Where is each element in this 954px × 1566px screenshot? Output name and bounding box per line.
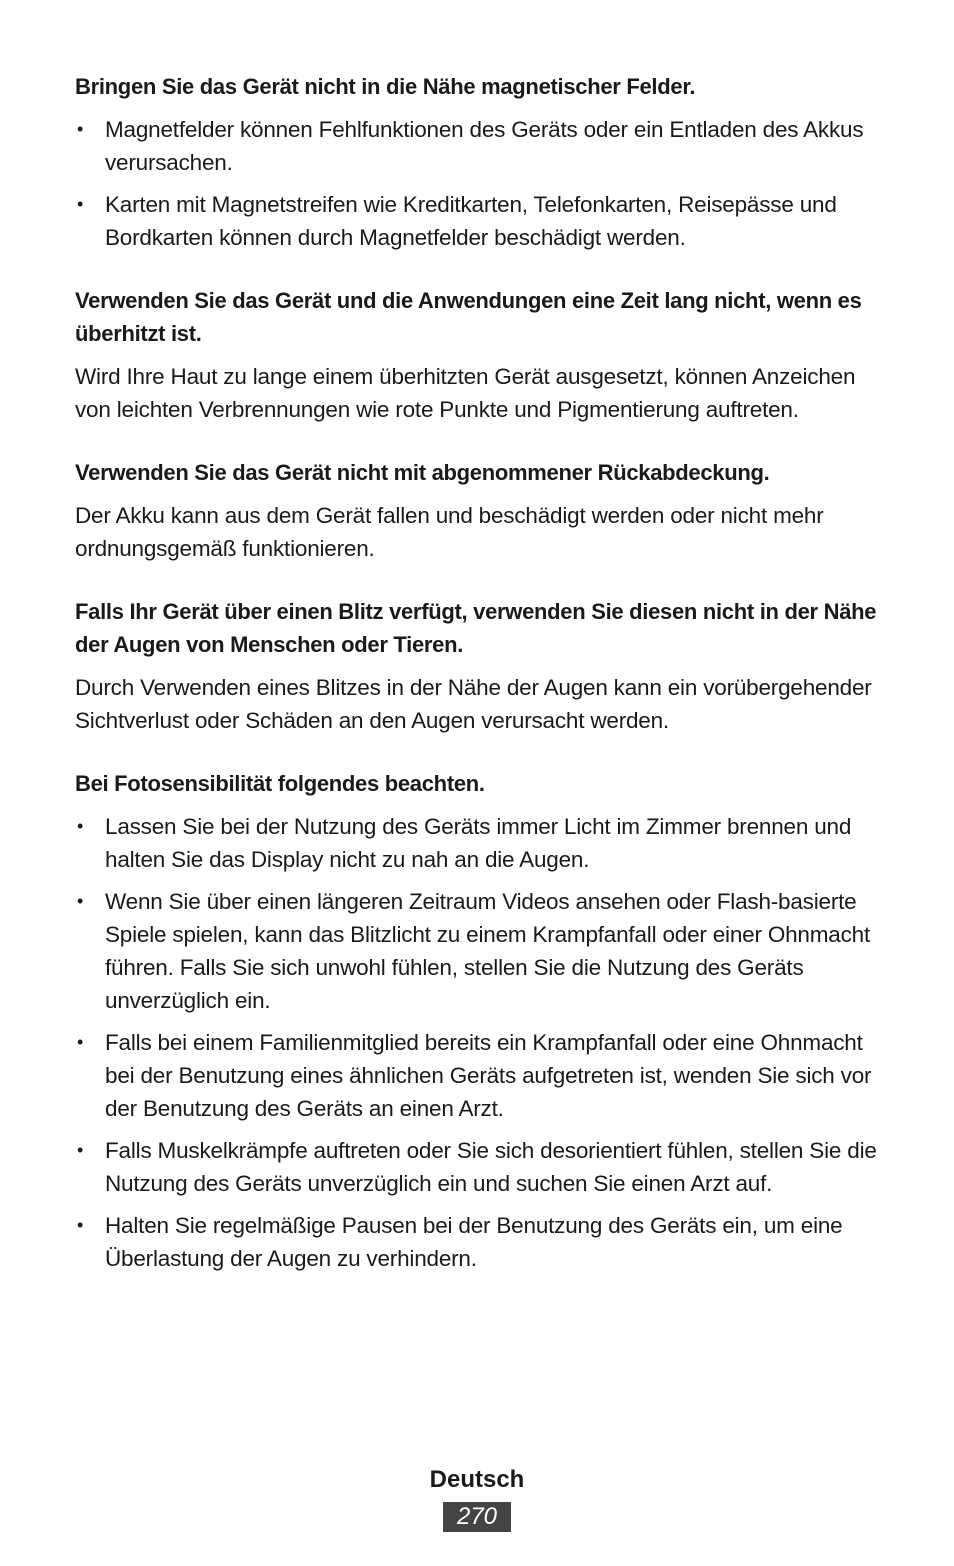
bullet-icon: • <box>77 891 84 911</box>
section-heading: Bei Fotosensibilität folgendes beachten. <box>75 771 485 796</box>
section-text: Durch Verwenden eines Blitzes in der Nähe der Augen kann ein vorübergehender Sichtverlust oder Schäden an den Augen verursacht werden. <box>75 675 872 733</box>
list-item: • Falls Muskelkrämpfe auftreten oder Sie sich desorientiert fühlen, stellen Sie die Nutzung des Geräts unverzüglich ein und suchen Sie einen Arzt auf. <box>75 1134 880 1200</box>
list-item: • Karten mit Magnetstreifen wie Kreditkarten, Telefonkarten, Reisepässe und Bordkarten können durch Magnetfelder beschädigt werden. <box>75 188 880 254</box>
page-footer <box>0 1462 954 1532</box>
bullet-icon: • <box>77 1032 84 1052</box>
bullet-list <box>75 113 880 254</box>
section-overheating <box>75 284 880 426</box>
section-flash <box>75 595 880 737</box>
page-number: 270 <box>443 1502 511 1532</box>
footer-language: Deutsch <box>429 1466 525 1493</box>
section-text: Der Akku kann aus dem Gerät fallen und beschädigt werden oder nicht mehr ordnungsgemäß funktionieren. <box>75 503 824 561</box>
document-body <box>75 70 880 1305</box>
bullet-icon: • <box>77 1140 84 1160</box>
bullet-icon: • <box>77 816 84 836</box>
list-item: • Lassen Sie bei der Nutzung des Geräts immer Licht im Zimmer brennen und halten Sie das Display nicht zu nah an die Augen. <box>75 810 880 876</box>
list-item: • Halten Sie regelmäßige Pausen bei der Benutzung des Geräts ein, um eine Überlastung der Augen zu verhindern. <box>75 1209 880 1275</box>
section-text: Wird Ihre Haut zu lange einem überhitzten Gerät ausgesetzt, können Anzeichen von leichten Verbrennungen wie rote Punkte und Pigmentierung auftreten. <box>75 364 856 422</box>
list-item: • Falls bei einem Familienmitglied bereits ein Krampfanfall oder eine Ohnmacht bei der Benutzung eines ähnlichen Geräts aufgetreten ist, wenden Sie sich vor der Benutzung des Geräts an einen Arzt. <box>75 1026 880 1125</box>
list-item: • Magnetfelder können Fehlfunktionen des Geräts oder ein Entladen des Akkus verursachen. <box>75 113 880 179</box>
section-photosensitivity <box>75 767 880 1275</box>
bullet-icon: • <box>77 194 84 214</box>
section-heading: Verwenden Sie das Gerät nicht mit abgenommener Rückabdeckung. <box>75 460 770 485</box>
bullet-icon: • <box>77 119 84 139</box>
bullet-icon: • <box>77 1215 84 1235</box>
section-heading: Verwenden Sie das Gerät und die Anwendungen eine Zeit lang nicht, wenn es überhitzt ist. <box>75 288 862 346</box>
section-heading: Bringen Sie das Gerät nicht in die Nähe magnetischer Felder. <box>75 74 696 99</box>
section-back-cover <box>75 456 880 565</box>
list-item: • Wenn Sie über einen längeren Zeitraum Videos ansehen oder Flash-basierte Spiele spielen, kann das Blitzlicht zu einem Krampfanfall oder einer Ohnmacht führen. Falls Sie sich unwohl fühlen, stellen Sie die Nutzung des Geräts unverzüglich ein. <box>75 885 880 1017</box>
section-magnetic-fields <box>75 70 880 254</box>
bullet-list <box>75 810 880 1275</box>
section-heading: Falls Ihr Gerät über einen Blitz verfügt, verwenden Sie diesen nicht in der Nähe der Augen von Menschen oder Tieren. <box>75 599 877 657</box>
